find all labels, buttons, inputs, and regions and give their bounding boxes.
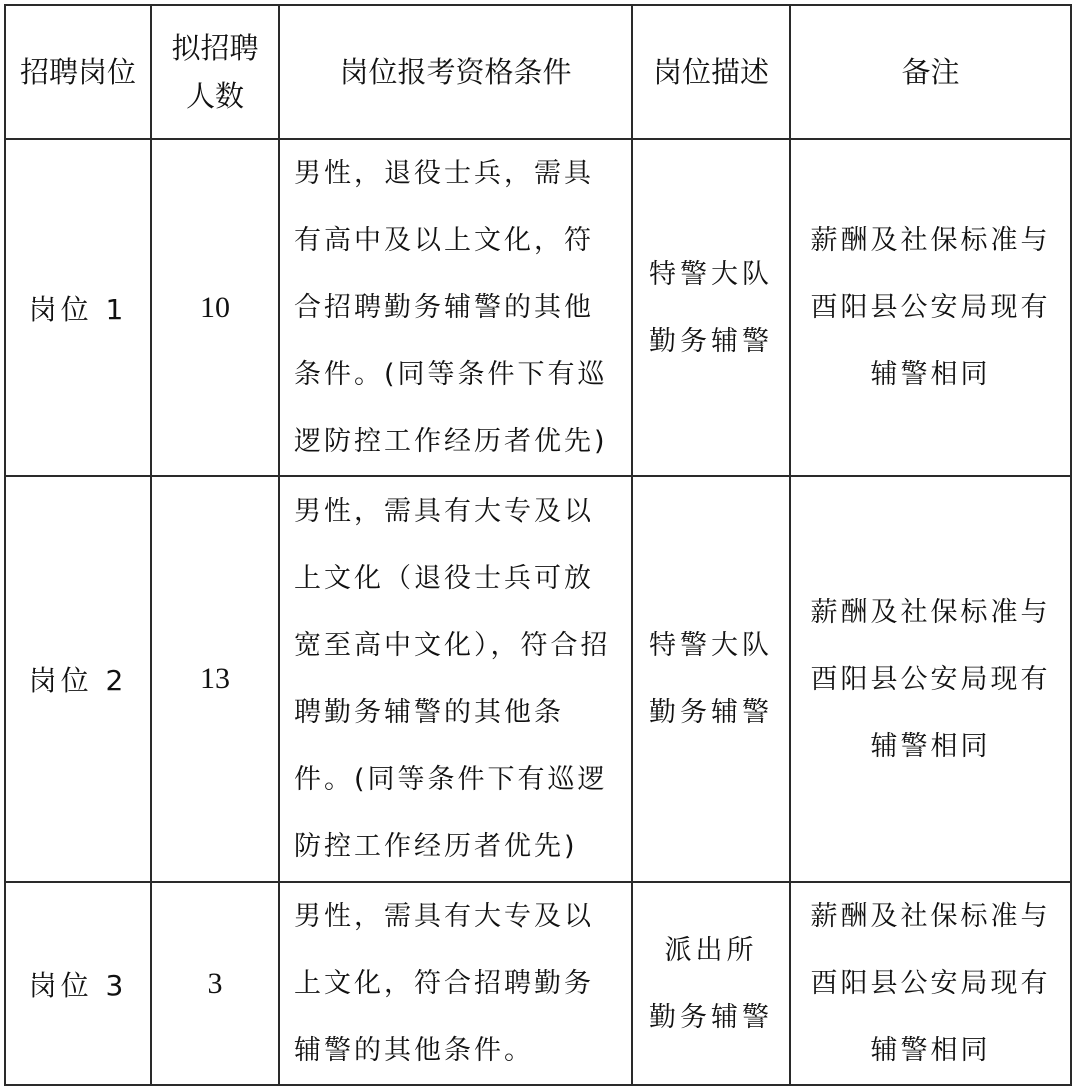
description-line1: 派出所 [664,934,758,966]
table-row [5,476,1071,882]
table-header-row [5,5,1071,139]
table-row [5,882,1071,1085]
header-remarks: 备注 [790,5,1071,139]
count-cell: 10 [151,139,279,476]
header-description: 岗位描述 [632,5,790,139]
requirements-cell: 男性，需具有大专及以上文化（退役士兵可放宽至高中文化），符合招聘勤务辅警的其他条件。(同等条件下有巡逻防控工作经历者优先) [279,476,632,882]
requirements-cell: 男性，退役士兵，需具有高中及以上文化，符合招聘勤务辅警的其他条件。(同等条件下有巡逻防控工作经历者优先) [279,139,632,476]
description-line2: 勤务辅警 [649,325,773,357]
count-cell: 13 [151,476,279,882]
description-line1: 特警大队 [649,630,773,661]
remarks-cell: 薪酬及社保标准与酉阳县公安局现有辅警相同 [790,882,1071,1085]
header-count-line2: 人数 [185,79,244,113]
position-cell: 岗位 2 [5,476,151,882]
header-count [151,5,279,139]
position-cell: 岗位 1 [5,139,151,476]
table-row [5,139,1071,476]
header-requirements: 岗位报考资格条件 [279,5,632,139]
recruitment-table-container [4,4,1070,1084]
position-cell: 岗位 3 [5,882,151,1085]
description-line2: 勤务辅警 [649,1001,773,1033]
header-count-line1: 拟招聘 [171,31,259,65]
remarks-cell: 薪酬及社保标准与酉阳县公安局现有辅警相同 [790,476,1071,882]
description-line1: 特警大队 [649,258,773,290]
count-cell: 3 [151,882,279,1085]
recruitment-table [4,4,1072,1086]
requirements-cell: 男性，需具有大专及以上文化，符合招聘勤务辅警的其他条件。 [279,882,632,1085]
description-cell [632,139,790,476]
header-position: 招聘岗位 [5,5,151,139]
description-cell [632,882,790,1085]
description-cell [632,476,790,882]
remarks-cell: 薪酬及社保标准与酉阳县公安局现有辅警相同 [790,139,1071,476]
description-line2: 勤务辅警 [649,697,773,728]
